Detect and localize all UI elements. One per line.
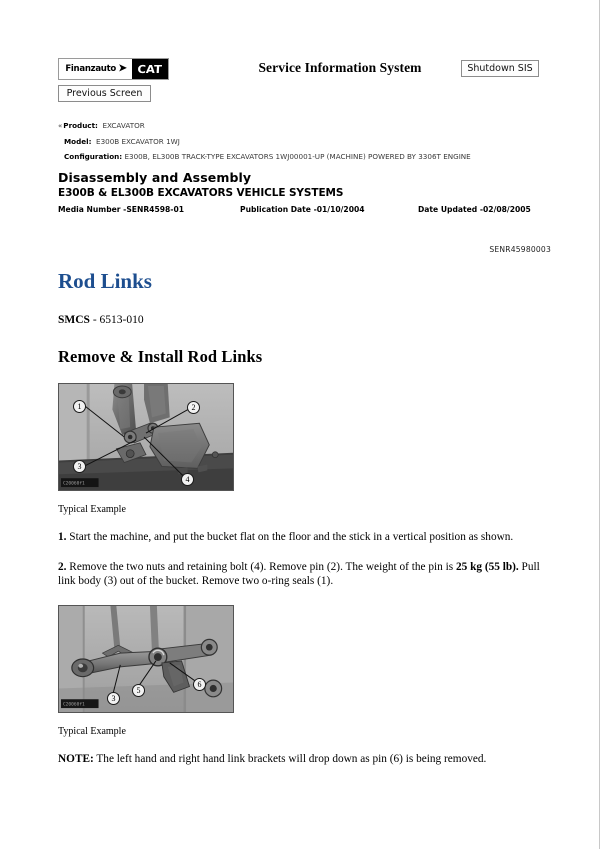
previous-screen-button[interactable]: Previous Screen: [58, 85, 151, 102]
model-value: E300B EXCAVATOR 1WJ: [96, 137, 180, 146]
figure-2-illustration: [59, 606, 233, 712]
procedure-heading: Remove & Install Rod Links: [58, 347, 263, 366]
step-2-paragraph: [58, 560, 550, 589]
figure-2-callout-5: 5: [132, 684, 145, 697]
figure-1-callout-1: 1: [73, 400, 86, 413]
step-2-text-b: Pull link body (3) out of the bucket. Remove two o-ring seals (1).: [58, 560, 540, 587]
smcs-code: [58, 314, 550, 326]
step-1-paragraph: [58, 530, 550, 545]
publication-row: [58, 205, 548, 217]
figure-1-callout-3: 3: [73, 460, 86, 473]
top-toolbar: [0, 0, 600, 108]
shutdown-sis-button[interactable]: Shutdown SIS: [461, 60, 539, 77]
figure-1-callout-4: 4: [181, 473, 194, 486]
date-updated: Date Updated -02/08/2005: [418, 205, 531, 214]
page-title: Rod Links: [58, 269, 152, 293]
configuration-label: Configuration:: [64, 152, 123, 161]
breadcrumb-configuration: [64, 149, 558, 164]
product-label: Product:: [63, 121, 98, 130]
breadcrumb-product: [58, 118, 558, 134]
document-body: [58, 268, 550, 766]
finanzauto-logo-text: [59, 59, 132, 79]
step-1-number: 1.: [58, 531, 67, 543]
app-title: Service Information System: [258, 60, 422, 75]
publication-date: Publication Date -01/10/2004: [240, 205, 365, 214]
step-2-weight: 25 kg (55 lb).: [455, 560, 519, 573]
figure-2: [58, 605, 234, 713]
arrow-icon: ➤: [118, 63, 127, 74]
figure-1-caption: Typical Example: [58, 504, 126, 515]
note-label: NOTE:: [58, 752, 94, 765]
figure-2-caption: Typical Example: [58, 725, 126, 737]
svg-text:C20060f1: C20060f1: [62, 481, 85, 487]
figure-2-callout-3: 3: [107, 692, 120, 705]
cat-logo-label: CAT: [137, 62, 163, 76]
svg-text:C20060f1: C20060f1: [62, 702, 85, 708]
configuration-value: E300B, EL300B TRACK-TYPE EXCAVATORS 1WJ00001-UP (MACHINE) POWERED BY 3306T ENGINE: [124, 152, 471, 161]
document-id: SENR45980003: [489, 245, 551, 254]
product-value: EXCAVATOR: [102, 121, 145, 130]
note-text: The left hand and right hand link brackets will drop down as pin (6) is being removed.: [93, 752, 487, 765]
step-2-text-a: Remove the two nuts and retaining bolt (4). Remove pin (2). The weight of the pin is: [66, 560, 456, 573]
model-label: Model:: [64, 137, 92, 146]
figure-1-illustration: [59, 384, 233, 490]
note-paragraph: [58, 752, 550, 767]
figure-2-callout-6: 6: [193, 678, 206, 691]
breadcrumb-model: [64, 134, 558, 149]
smcs-label: SMCS: [58, 314, 90, 326]
step-1-text: Start the machine, and put the bucket flat on the floor and the stick in a vertical position as shown.: [66, 531, 514, 543]
back-chevron-icon[interactable]: «: [58, 122, 63, 130]
section-title: Disassembly and Assembly: [58, 170, 252, 185]
finanzauto-wordmark: Finanzauto: [65, 64, 117, 74]
media-number: Media Number -SENR4598-01: [58, 205, 185, 214]
subsection-title: E300B & EL300B EXCAVATORS VEHICLE SYSTEMS: [58, 187, 344, 199]
figure-1: [58, 383, 234, 491]
finanzauto-cat-logo: [58, 58, 169, 80]
breadcrumb: [58, 118, 558, 164]
smcs-value: - 6513-010: [92, 314, 144, 326]
figure-1-callout-2: 2: [187, 401, 200, 414]
document-header: [58, 170, 548, 217]
step-2-number: 2.: [58, 560, 67, 573]
cat-logo-badge: [132, 59, 168, 79]
